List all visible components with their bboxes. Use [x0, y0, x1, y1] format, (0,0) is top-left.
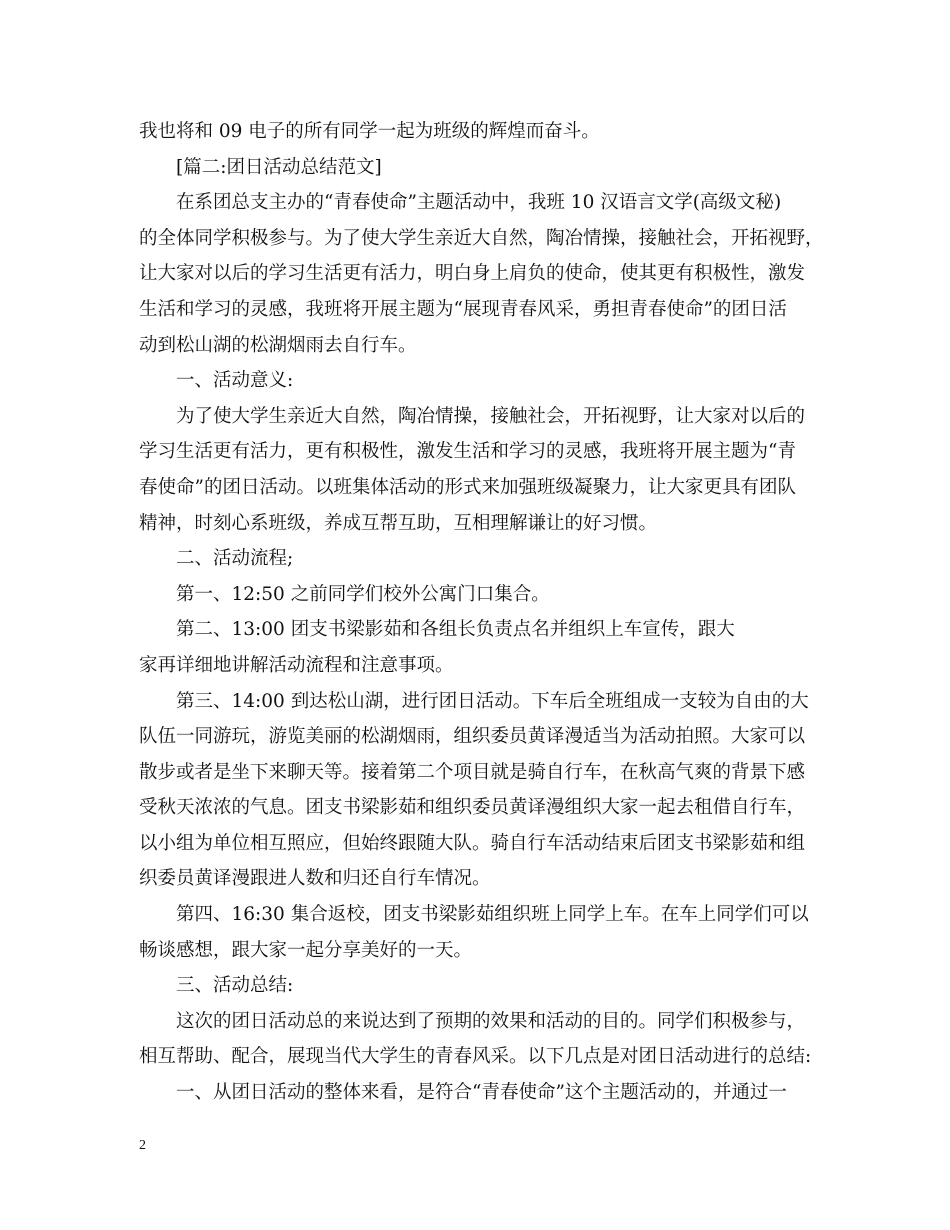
text-line: 让大家对以后的学习生活更有活力，明白身上肩负的使命，使其更有积极性，激发 — [139, 263, 806, 285]
text-line: 生活和学习的灵感，我班将开展主题为“展现青春风采，勇担青春使命”的团日活 — [139, 298, 787, 320]
text-line: 受秋天浓浓的气息。团支书梁影茹和组织委员黄译漫组织大家一起去租借自行车， — [139, 797, 806, 819]
text-line: 三、活动总结: — [176, 975, 294, 997]
text-line: 的全体同学积极参与。为了使大学生亲近大自然，陶冶情操，接触社会，开拓视野， — [139, 227, 824, 249]
text-line: 散步或者是坐下来聊天等。接着第二个项目就是骑自行车，在秋高气爽的背景下感 — [139, 761, 806, 783]
text-line: 这次的团日活动总的来说达到了预期的效果和活动的目的。同学们积极参与， — [176, 1010, 806, 1032]
text-line: 相互帮助、配合，展现当代大学生的青春风采。以下几点是对团日活动进行的总结: — [139, 1046, 812, 1068]
text-line: 一、活动意义: — [176, 370, 294, 392]
text-line: 精神，时刻心系班级，养成互帮互助，互相理解谦让的好习惯。 — [139, 512, 658, 534]
text-line: 以小组为单位相互照应，但始终跟随大队。骑自行车活动结束后团支书梁影茹和组 — [139, 832, 806, 854]
text-line: [篇二:团日活动总结范文] — [176, 156, 382, 178]
text-line: 第四、16:30 集合返校，团支书梁影茹组织班上同学上车。在车上同学们可以 — [176, 904, 809, 926]
text-line: 第三、14:00 到达松山湖，进行团日活动。下车后全班组成一支较为自由的大 — [176, 690, 809, 712]
text-line: 动到松山湖的松湖烟雨去自行车。 — [139, 334, 417, 356]
text-line: 学习生活更有活力，更有积极性，激发生活和学习的灵感，我班将开展主题为“青 — [139, 441, 796, 463]
text-line: 队伍一同游玩，游览美丽的松湖烟雨，组织委员黄译漫适当为活动拍照。大家可以 — [139, 726, 806, 748]
document-body — [139, 114, 824, 1111]
text-line: 第二、13:00 团支书梁影茹和各组长负责点名并组织上车宣传，跟大 — [176, 619, 735, 641]
text-line: 第一、12:50 之前同学们校外公寓门口集合。 — [176, 583, 550, 605]
text-line: 织委员黄译漫跟进人数和归还自行车情况。 — [139, 868, 491, 890]
text-line: 二、活动流程; — [176, 548, 294, 570]
text-line: 家再详细地讲解活动流程和注意事项。 — [139, 654, 454, 676]
text-line: 春使命”的团日活动。以班集体活动的形式来加强班级凝聚力，让大家更具有团队 — [139, 476, 796, 498]
text-line: 一、从团日活动的整体来看，是符合“青春使命”这个主题活动的，并通过一 — [176, 1082, 787, 1104]
page-number: 2 — [139, 1138, 146, 1153]
text-line: 我也将和 09 电子的所有同学一起为班级的辉煌而奋斗。 — [139, 121, 600, 142]
text-line: 为了使大学生亲近大自然，陶冶情操，接触社会，开拓视野，让大家对以后的 — [176, 405, 806, 427]
text-line: 在系团总支主办的“青春使命”主题活动中，我班 10 汉语言文学(高级文秘) — [176, 192, 782, 214]
text-line: 畅谈感想，跟大家一起分享美好的一天。 — [139, 939, 473, 961]
